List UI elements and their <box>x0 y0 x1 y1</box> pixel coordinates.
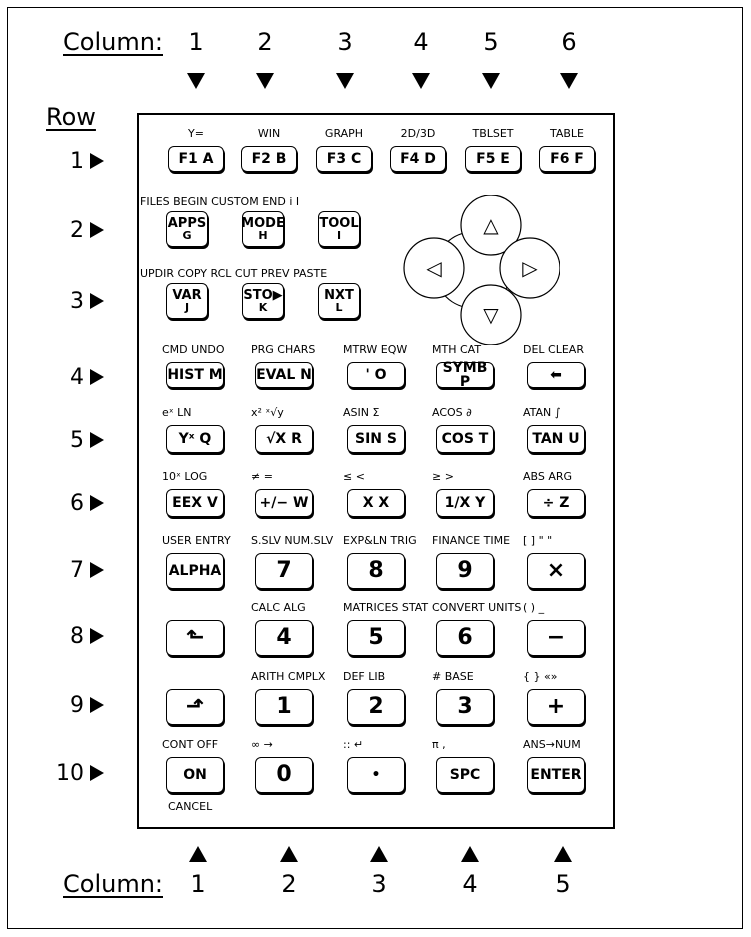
key-top-label: VAR <box>172 288 202 303</box>
app-key[interactable] <box>242 283 284 319</box>
row-number: 6 <box>70 490 84 516</box>
app-key[interactable] <box>242 211 284 247</box>
key-letter: G <box>182 229 192 242</box>
function-key[interactable]: F1 A <box>168 146 224 172</box>
shifted-label: x² ˣ√y <box>251 406 284 419</box>
shifted-label: ≤ < <box>343 470 365 483</box>
key[interactable]: EEX V <box>166 489 224 517</box>
row-label <box>14 287 104 315</box>
shifted-label: CONT OFF <box>162 738 219 751</box>
top-column-number: 5 <box>483 28 499 56</box>
key-top-label: MODE <box>241 216 285 231</box>
key[interactable]: ⬏ <box>166 689 224 725</box>
key[interactable]: SIN S <box>347 425 405 453</box>
row-label <box>14 147 104 175</box>
key[interactable]: SPC <box>436 757 494 793</box>
down-triangle-icon <box>412 73 430 89</box>
key[interactable]: TAN U <box>527 425 585 453</box>
right-triangle-icon <box>90 765 104 781</box>
down-triangle-icon <box>482 73 500 89</box>
bottom-column-number: 3 <box>371 870 387 898</box>
key-letter: J <box>184 301 190 314</box>
top-column-number: 3 <box>337 28 353 56</box>
shifted-label: { } «» <box>523 670 558 683</box>
key[interactable]: ' O <box>347 362 405 388</box>
row-label <box>14 556 104 584</box>
down-triangle-icon <box>560 73 578 89</box>
top-column-number: 2 <box>257 28 273 56</box>
shifted-label: ( ) _ <box>523 601 545 614</box>
key[interactable]: ⬑ <box>166 620 224 656</box>
up-arrow-icon: △ <box>483 213 499 237</box>
top-column-number: 4 <box>413 28 429 56</box>
down-triangle-icon <box>187 73 205 89</box>
shifted-label: CMD UNDO <box>162 343 225 356</box>
bottom-column-number: 1 <box>190 870 206 898</box>
right-arrow-icon: ▷ <box>522 256 538 280</box>
shifted-label: DEL CLEAR <box>523 343 584 356</box>
bottom-column-number: 2 <box>281 870 297 898</box>
row-number: 9 <box>70 692 84 718</box>
row-title: Row <box>46 103 96 131</box>
down-arrow-icon: ▽ <box>483 303 499 327</box>
right-triangle-icon <box>90 562 104 578</box>
shifted-label: π , <box>432 738 446 751</box>
shifted-label: ACOS ∂ <box>432 406 472 419</box>
shifted-label: MATRICES STAT <box>343 601 429 614</box>
shifted-label: 2D/3D <box>400 127 436 140</box>
shifted-label: CALC ALG <box>251 601 306 614</box>
row-label <box>14 622 104 650</box>
right-triangle-icon <box>90 697 104 713</box>
bottom-column-number: 4 <box>462 870 478 898</box>
key[interactable]: 2 <box>347 689 405 725</box>
row-number: 5 <box>70 427 84 453</box>
up-triangle-icon <box>461 846 479 862</box>
key[interactable]: √X R <box>255 425 313 453</box>
shifted-label: # BASE <box>432 670 474 683</box>
row-number: 4 <box>70 364 84 390</box>
shifted-label: CONVERT UNITS <box>432 601 522 614</box>
up-triangle-icon <box>554 846 572 862</box>
key[interactable]: COS T <box>436 425 494 453</box>
row-number: 7 <box>70 557 84 583</box>
right-triangle-icon <box>90 369 104 385</box>
key[interactable]: SYMB P <box>436 362 494 388</box>
shifted-label: [ ] " " <box>523 534 553 547</box>
key-letter: L <box>335 301 343 314</box>
row-label <box>14 426 104 454</box>
key[interactable]: − <box>527 620 585 656</box>
key[interactable]: Yˣ Q <box>166 425 224 453</box>
right-triangle-icon <box>90 293 104 309</box>
app-key[interactable] <box>318 211 360 247</box>
key-letter: H <box>258 229 268 242</box>
key[interactable]: × <box>527 553 585 589</box>
shifted-label: ASIN Σ <box>343 406 380 419</box>
shifted-label: 10ˣ LOG <box>162 470 208 483</box>
right-triangle-icon <box>90 495 104 511</box>
shifted-label: EXP&LN TRIG <box>343 534 417 547</box>
key-letter: K <box>258 301 268 314</box>
function-key[interactable]: F2 B <box>241 146 297 172</box>
right-triangle-icon <box>90 222 104 238</box>
shifted-label: eˣ LN <box>162 406 192 419</box>
shifted-label: FINANCE TIME <box>432 534 511 547</box>
shifted-label: USER ENTRY <box>162 534 231 547</box>
key[interactable]: ÷ Z <box>527 489 585 517</box>
bottom-column-number: 5 <box>555 870 571 898</box>
function-key[interactable]: F3 C <box>316 146 372 172</box>
shifted-label-below: CANCEL <box>168 800 213 813</box>
key[interactable]: ENTER <box>527 757 585 793</box>
key[interactable]: ALPHA <box>166 553 224 589</box>
shifted-label: ≠ = <box>251 470 273 483</box>
app-key[interactable] <box>318 283 360 319</box>
key[interactable]: ⬅ <box>527 362 585 388</box>
key-top-label: STO▶ <box>243 288 283 303</box>
shifted-label: ATAN ∫ <box>523 406 561 419</box>
key[interactable]: • <box>347 757 405 793</box>
shifted-label: S.SLV NUM.SLV <box>251 534 334 547</box>
shifted-label: ≥ > <box>432 470 454 483</box>
key[interactable]: 3 <box>436 689 494 725</box>
key[interactable]: +/− W <box>255 489 313 517</box>
right-triangle-icon <box>90 153 104 169</box>
top-column-number: 6 <box>561 28 577 56</box>
row-label <box>14 691 104 719</box>
shifted-label: PRG CHARS <box>251 343 316 356</box>
shifted-labels-row2: FILES BEGIN CUSTOM END i I <box>140 195 300 208</box>
function-key[interactable]: F5 E <box>465 146 521 172</box>
row-label <box>14 216 104 244</box>
bottom-column-title: Column: <box>63 870 163 898</box>
shifted-label: DEF LIB <box>343 670 386 683</box>
top-column-title: Column: <box>63 28 163 56</box>
shifted-label: Y= <box>188 127 204 140</box>
key[interactable]: EVAL N <box>255 362 313 388</box>
function-key[interactable]: F6 F <box>539 146 595 172</box>
key-letter: I <box>336 229 342 242</box>
down-triangle-icon <box>336 73 354 89</box>
shifted-label: ANS→NUM <box>523 738 581 751</box>
app-key[interactable] <box>166 283 208 319</box>
shifted-label: :: ↵ <box>343 738 364 751</box>
key[interactable]: 8 <box>347 553 405 589</box>
key[interactable]: 1/X Y <box>436 489 494 517</box>
key[interactable]: X X <box>347 489 405 517</box>
shifted-label: ARITH CMPLX <box>251 670 326 683</box>
row-number: 8 <box>70 623 84 649</box>
top-column-number: 1 <box>188 28 204 56</box>
function-key[interactable]: F4 D <box>390 146 446 172</box>
row-label <box>14 759 104 787</box>
key[interactable]: 5 <box>347 620 405 656</box>
key[interactable]: + <box>527 689 585 725</box>
key[interactable]: ON <box>166 757 224 793</box>
up-triangle-icon <box>370 846 388 862</box>
up-triangle-icon <box>189 846 207 862</box>
key[interactable]: 4 <box>255 620 313 656</box>
row-number: 10 <box>56 760 84 786</box>
key[interactable]: 6 <box>436 620 494 656</box>
shifted-label: MTH CAT <box>432 343 482 356</box>
key[interactable]: 7 <box>255 553 313 589</box>
key-top-label: NXT <box>324 288 354 303</box>
key[interactable]: 9 <box>436 553 494 589</box>
right-triangle-icon <box>90 628 104 644</box>
key-top-label: APPS <box>167 216 207 231</box>
key[interactable]: 1 <box>255 689 313 725</box>
right-triangle-icon <box>90 432 104 448</box>
shifted-label: ∞ → <box>251 738 273 751</box>
left-arrow-icon: ◁ <box>426 256 442 280</box>
key-top-label: TOOL <box>319 216 359 231</box>
shifted-label: TABLE <box>549 127 585 140</box>
row-label <box>14 363 104 391</box>
arrow-pad <box>386 195 560 345</box>
shifted-labels-row3: UPDIR COPY RCL CUT PREV PASTE <box>140 267 328 280</box>
shifted-label: ABS ARG <box>523 470 573 483</box>
up-triangle-icon <box>280 846 298 862</box>
row-label <box>14 489 104 517</box>
down-triangle-icon <box>256 73 274 89</box>
key[interactable]: 0 <box>255 757 313 793</box>
row-number: 3 <box>70 288 84 314</box>
row-number: 2 <box>70 217 84 243</box>
shifted-label: GRAPH <box>324 127 364 140</box>
shifted-label: MTRW EQW <box>343 343 408 356</box>
app-key[interactable] <box>166 211 208 247</box>
shifted-label: TBLSET <box>472 127 514 140</box>
row-number: 1 <box>70 148 84 174</box>
key[interactable]: HIST M <box>166 362 224 388</box>
shifted-label: WIN <box>257 127 281 140</box>
